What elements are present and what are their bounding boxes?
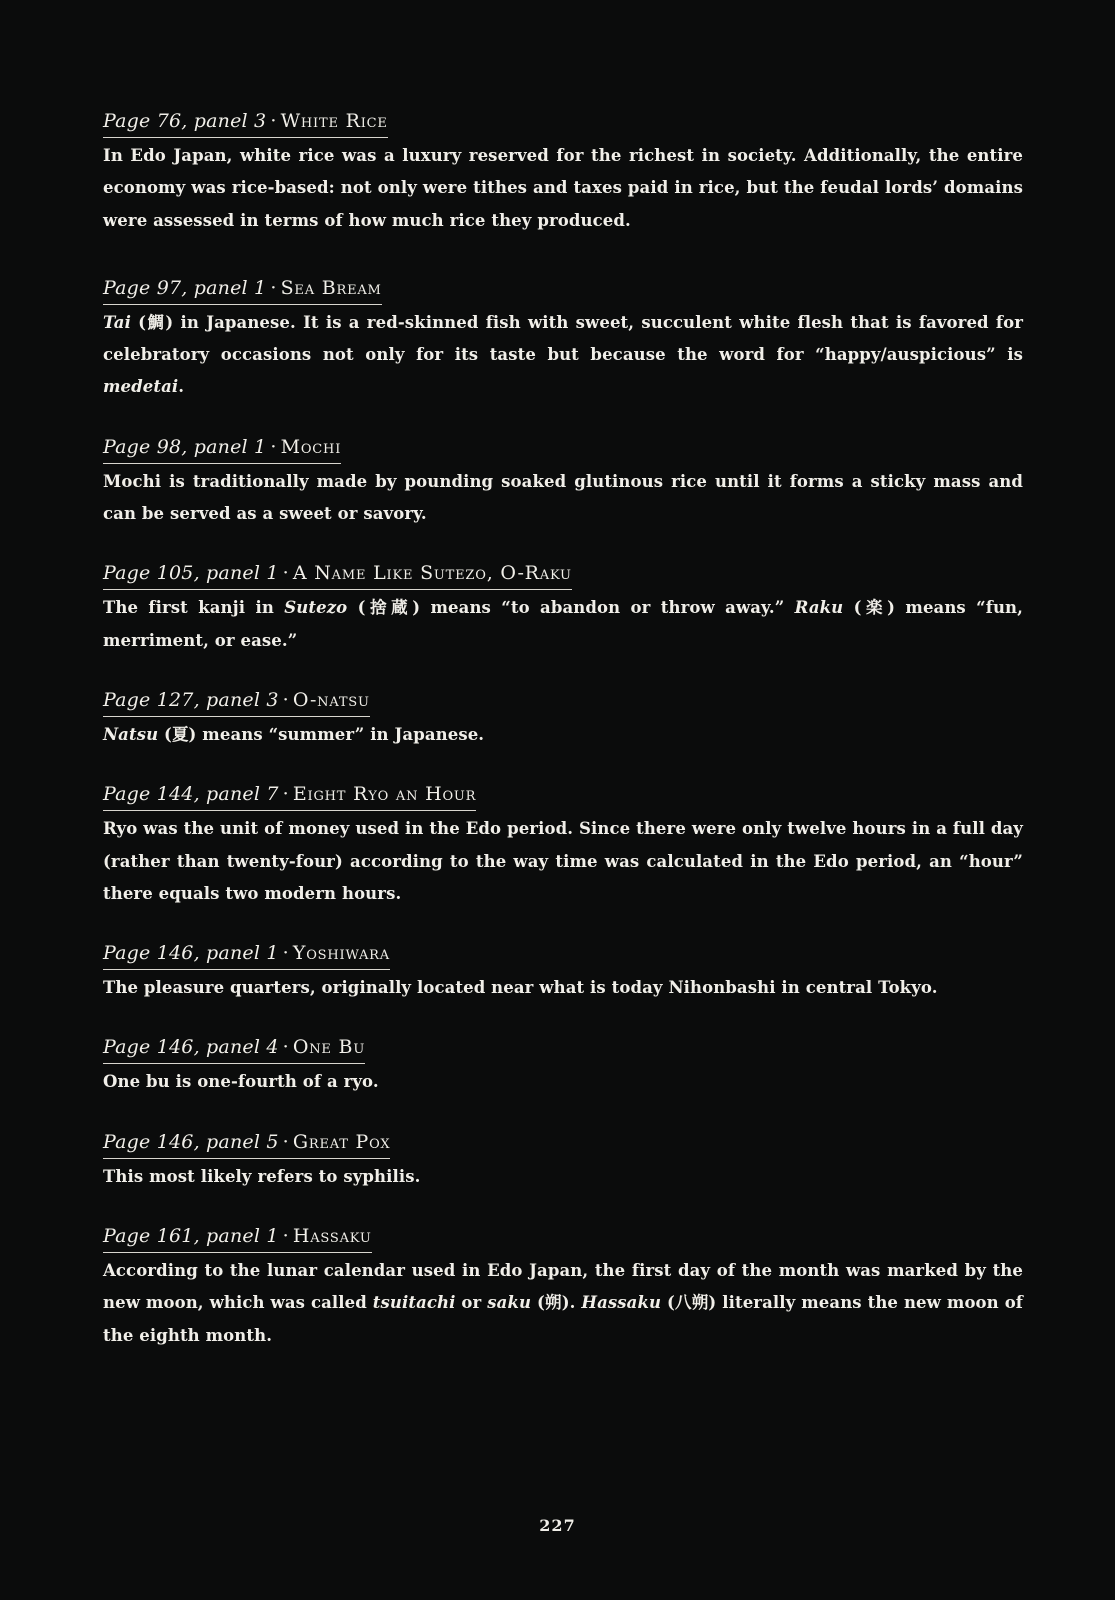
note-separator: · [282,1036,289,1059]
note-text: (朔). [531,1293,582,1313]
note-heading [103,1034,365,1064]
note-entry [103,1034,1023,1098]
note-entry [103,1223,1023,1352]
note-heading [103,1129,390,1159]
note-text: Mochi is traditionally made by pounding soaked glutinous rice until it forms a sticky mass and can be served as a sweet or savory. [103,471,1023,524]
note-heading [103,781,476,811]
note-separator: · [270,110,277,132]
note-body [103,813,1023,910]
note-body [103,307,1023,404]
note-heading [103,434,341,464]
note-heading [103,940,390,970]
note-separator: · [270,276,277,299]
note-entry [103,940,1023,1004]
note-body [103,1161,1023,1193]
note-heading [103,275,382,305]
note-page-reference: Page 146, panel 1 [103,942,279,965]
note-text: (楽) means “fun, merriment, or ease.” [103,598,1023,650]
note-page-reference: Page 161, panel 1 [103,1225,279,1248]
note-term: saku [487,1293,532,1313]
note-page-reference: Page 146, panel 4 [103,1036,279,1059]
note-entry [103,275,1023,404]
note-title: Sea Bream [280,276,382,299]
note-separator: · [282,942,289,965]
note-entry [103,560,1023,657]
note-title: Yoshiwara [292,942,390,965]
note-text: (鯛) in Japanese. It is a red-skinned fish with sweet, succulent white flesh that is favored for celebratory occasions not only for its taste but because the word for “happy/auspicious” is [103,312,1023,365]
translation-notes [103,108,1023,1352]
note-term: Hassaku [581,1293,662,1313]
note-term: Sutezo [284,598,348,618]
note-page-reference: Page 105, panel 1 [103,562,279,585]
note-term: Natsu [103,724,159,744]
note-title: Eight Ryo an Hour [292,783,477,806]
note-heading [103,1223,372,1253]
note-title: Great Pox [292,1130,391,1153]
note-page-reference: Page 146, panel 5 [103,1130,279,1153]
note-body [103,592,1023,657]
note-text: Ryo was the unit of money used in the Edo period. Since there were only twelve hours in a full day (rather than twenty-four) according to the way time was calculated in the Edo period, an “hour” there equals two modern hours. [103,819,1023,903]
note-title: O-natsu [292,688,370,711]
note-body [103,1066,1023,1098]
note-heading [103,560,572,590]
note-separator: · [282,688,289,711]
note-text: The pleasure quarters, originally located near what is today Nihonbashi in central Tokyo. [103,978,938,998]
note-body [103,719,1023,751]
note-body [103,466,1023,531]
note-title: One Bu [292,1036,366,1059]
note-separator: · [282,1225,289,1248]
note-separator: · [282,562,289,585]
note-text: In Edo Japan, white rice was a luxury reserved for the richest in society. Additionally, the entire economy was rice-based: not only were tithes and taxes paid in rice, but the feudal lords’ domains were assessed in terms of how much rice they produced. [103,146,1023,230]
note-text: (夏) means “summer” in Japanese. [158,724,485,744]
note-text: (八朔) literally means the new moon of the eighth month. [103,1293,1023,1345]
page-number: 227 [539,1516,576,1535]
note-page-reference: Page 98, panel 1 [103,435,267,458]
note-text: One bu is one-fourth of a ryo. [103,1072,379,1092]
note-page-reference: Page 127, panel 3 [103,688,279,711]
note-body [103,140,1023,237]
note-heading [103,108,388,138]
note-text: or [455,1293,488,1313]
note-body [103,1255,1023,1352]
note-term: Raku [794,598,844,618]
note-term: Tai [103,312,131,332]
note-entry [103,108,1023,237]
note-heading [103,687,370,717]
note-page-reference: Page 144, panel 7 [103,783,279,806]
note-separator: · [282,783,289,806]
note-text: According to the lunar calendar used in Edo Japan, the first day of the month was marked by the new moon, which was called [103,1261,1023,1313]
note-body [103,972,1023,1004]
note-title: Mochi [280,435,342,458]
note-entry [103,687,1023,751]
note-entry [103,1129,1023,1193]
note-page-reference: Page 97, panel 1 [103,276,267,299]
note-page-reference: Page 76, panel 3 [103,110,267,132]
note-text: The first kanji in [103,598,285,618]
note-entry [103,434,1023,531]
note-separator: · [270,435,277,458]
note-separator: · [282,1130,289,1153]
note-term: medetai [103,377,179,397]
note-title: White Rice [280,110,388,132]
note-text: This most likely refers to syphilis. [103,1166,421,1186]
note-text: (捨蔵) means “to abandon or throw away.” [347,598,795,618]
note-entry [103,781,1023,910]
note-title: A Name Like Sutezo, O-Raku [292,562,572,585]
note-text: . [178,377,185,397]
note-title: Hassaku [292,1225,372,1248]
note-term: tsuitachi [372,1293,456,1313]
